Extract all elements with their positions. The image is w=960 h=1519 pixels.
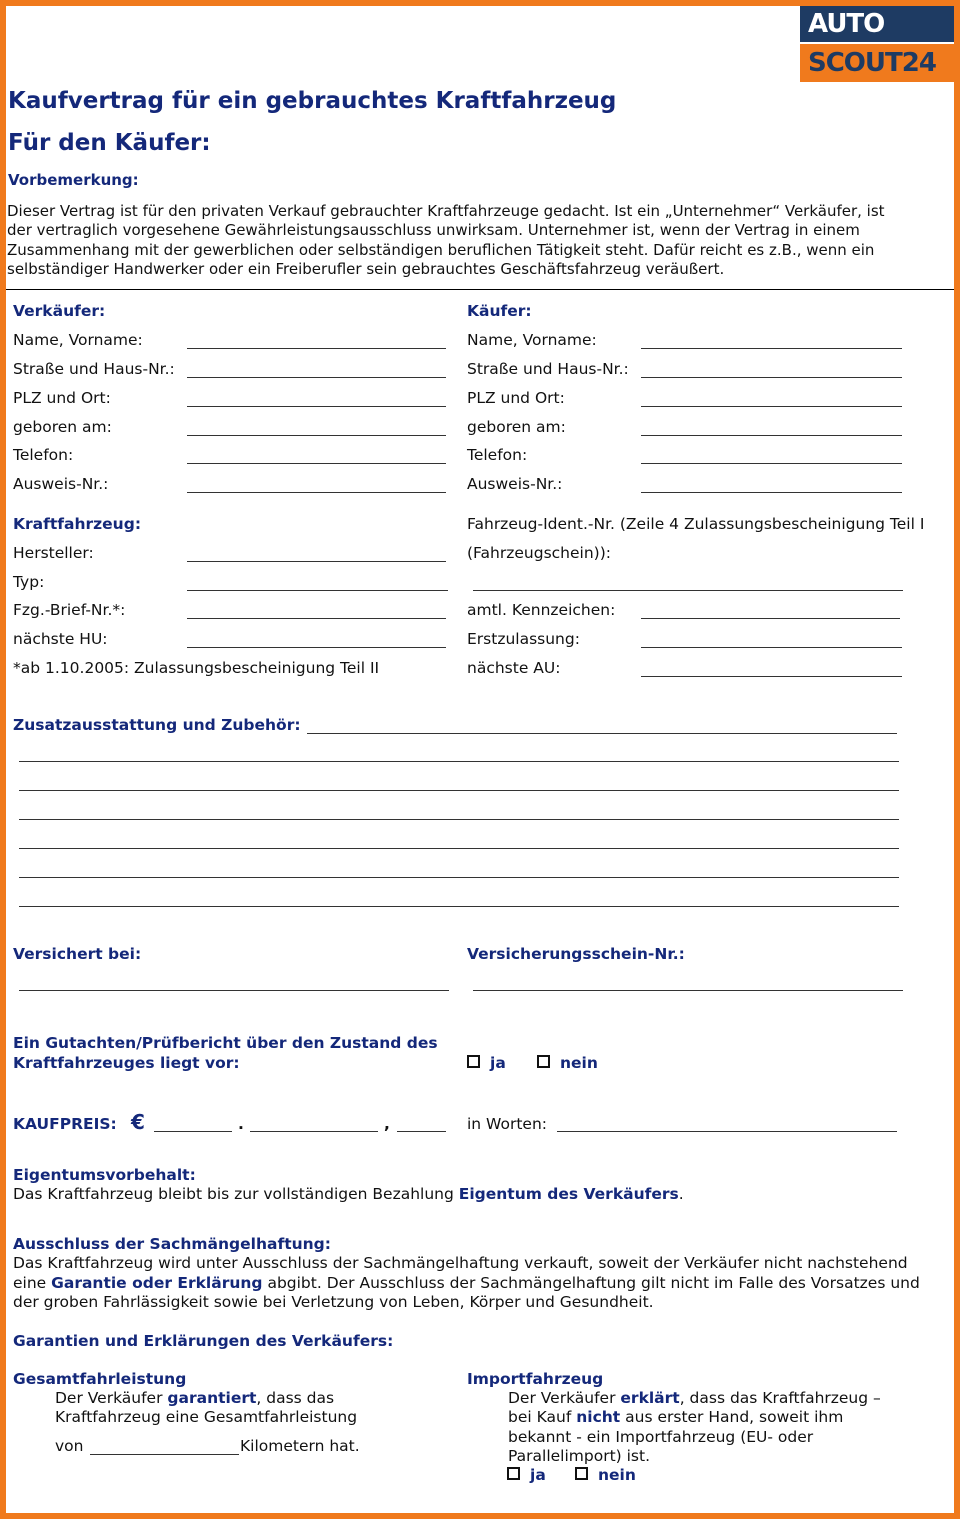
vin-input[interactable] — [473, 590, 903, 591]
divider — [6, 289, 954, 290]
first-registration-input[interactable] — [641, 647, 902, 648]
price-in-words-input[interactable] — [557, 1131, 897, 1132]
import-text-part: Der Verkäufer — [508, 1389, 621, 1407]
vehicle-field-label: Fzg.-Brief-Nr.*: — [13, 601, 126, 619]
import-line — [508, 1408, 843, 1426]
buyer-city-input[interactable] — [641, 406, 902, 407]
import-text-bold: erklärt — [620, 1389, 680, 1407]
exclusion-text-part: abgibt. Der Ausschluss der Sachmängelhaftung gilt nicht im Falle des Vorsatzes und — [262, 1273, 920, 1292]
accessories-input[interactable] — [19, 877, 899, 878]
retention-text-bold: Eigentum des Verkäufers — [458, 1185, 679, 1204]
seller-street-input[interactable] — [187, 377, 446, 378]
buyer-field-label: Straße und Haus-Nr.: — [467, 360, 629, 378]
retention-text-part: Das Kraftfahrzeug bleibt bis zur vollständigen Bezahlung — [13, 1185, 459, 1204]
intro-line: der vertraglich vorgesehene Gewährleistungsausschluss unwirksam. Unternehmer ist, wenn der Vertrag in einem — [7, 221, 860, 240]
logo-top-text: AUTO — [800, 6, 954, 42]
buyer-heading: Käufer: — [467, 302, 532, 320]
exclusion-line: Das Kraftfahrzeug wird unter Ausschluss der Sachmängelhaftung verkauft, soweit der Verkäufer nicht nachstehend — [13, 1254, 908, 1273]
report-yes-label: ja — [490, 1054, 506, 1072]
accessories-input[interactable] — [19, 906, 899, 907]
buyer-phone-input[interactable] — [641, 463, 902, 464]
accessories-input[interactable] — [19, 761, 899, 762]
retention-text — [13, 1185, 943, 1204]
page-subtitle: Für den Käufer: — [8, 130, 211, 156]
price-in-words-label: in Worten: — [467, 1115, 547, 1133]
mileage-text-part: Der Verkäufer — [55, 1389, 168, 1407]
buyer-field-label: Ausweis-Nr.: — [467, 475, 563, 493]
logo-bottom-text: SCOUT24 — [800, 44, 954, 82]
seller-field-label: geboren am: — [13, 418, 112, 436]
seller-phone-input[interactable] — [187, 463, 446, 464]
import-text-part: , dass das Kraftfahrzeug – — [679, 1389, 881, 1407]
buyer-field-label: Telefon: — [467, 446, 528, 464]
import-no-option[interactable] — [575, 1466, 636, 1484]
buyer-street-input[interactable] — [641, 377, 902, 378]
mileage-text-bold: garantiert — [167, 1389, 257, 1407]
policy-number-input[interactable] — [473, 990, 903, 991]
next-hu-input[interactable] — [187, 647, 446, 648]
seller-field-label: Name, Vorname: — [13, 331, 143, 349]
insurer-input[interactable] — [19, 990, 449, 991]
seller-field-label: Ausweis-Nr.: — [13, 475, 109, 493]
accessories-input[interactable] — [19, 848, 899, 849]
mileage-line — [55, 1389, 334, 1407]
policy-number-label: Versicherungsschein-Nr.: — [467, 945, 685, 963]
vehicle-field-label: amtl. Kennzeichen: — [467, 601, 616, 619]
next-au-input[interactable] — [641, 676, 902, 677]
autoscout24-logo — [800, 6, 954, 82]
insured-with-label: Versichert bei: — [13, 945, 142, 963]
report-label-line2: Kraftfahrzeuges liegt vor: — [13, 1054, 240, 1072]
registration-doc-input[interactable] — [187, 618, 446, 619]
seller-field-label: PLZ und Ort: — [13, 389, 111, 407]
import-text-part: aus erster Hand, soweit ihm — [620, 1408, 844, 1426]
price-cents-input[interactable] — [397, 1131, 446, 1132]
exclusion-text-part: eine — [13, 1273, 52, 1292]
vehicle-heading: Kraftfahrzeug: — [13, 515, 142, 533]
import-text-bold: nicht — [576, 1408, 621, 1426]
euro-sign: € — [131, 1110, 145, 1134]
buyer-field-label: Name, Vorname: — [467, 331, 597, 349]
import-line: bekannt - ein Importfahrzeug (EU- oder — [508, 1428, 814, 1446]
vorbemerkung-heading: Vorbemerkung: — [8, 171, 139, 189]
guarantees-heading: Garantien und Erklärungen des Verkäufers: — [13, 1332, 394, 1350]
import-line — [508, 1389, 881, 1407]
price-label: KAUFPREIS: — [13, 1115, 117, 1133]
page-title: Kaufvertrag für ein gebrauchtes Kraftfahrzeug — [8, 88, 617, 114]
intro-line: Zusammenhang mit der gewerblichen oder selbständigen beruflichen Tätigkeit steht. Dafür reicht es z.B., wenn ein — [7, 240, 875, 259]
retention-heading: Eigentumsvorbehalt: — [13, 1166, 196, 1184]
retention-text-end: . — [678, 1185, 684, 1204]
checkbox-icon[interactable] — [467, 1055, 480, 1068]
mileage-input[interactable] — [90, 1454, 239, 1455]
exclusion-line — [13, 1274, 943, 1293]
import-yes-option[interactable] — [507, 1466, 546, 1484]
seller-field-label: Straße und Haus-Nr.: — [13, 360, 175, 378]
mileage-text-part: , dass das — [256, 1389, 335, 1407]
vehicle-field-label: Typ: — [13, 573, 45, 591]
mileage-heading: Gesamtfahrleistung — [13, 1370, 187, 1388]
buyer-field-label: geboren am: — [467, 418, 566, 436]
vehicle-field-label: nächste HU: — [13, 630, 108, 648]
vehicle-field-label: Erstzulassung: — [467, 630, 580, 648]
exclusion-heading: Ausschluss der Sachmängelhaftung: — [13, 1235, 331, 1253]
accessories-input[interactable] — [307, 733, 897, 734]
import-no-label: nein — [598, 1466, 636, 1484]
vin-label-line1: Fahrzeug-Ident.-Nr. (Zeile 4 Zulassungsbescheinigung Teil I — [467, 515, 925, 533]
seller-id-input[interactable] — [187, 492, 446, 493]
manufacturer-input[interactable] — [187, 561, 446, 562]
mileage-from-label: von — [55, 1437, 84, 1455]
vehicle-field-label: Hersteller: — [13, 544, 94, 562]
seller-city-input[interactable] — [187, 406, 446, 407]
report-no-option[interactable] — [537, 1054, 598, 1072]
import-text-part: bei Kauf — [508, 1408, 577, 1426]
intro-line: Dieser Vertrag ist für den privaten Verkauf gebrauchter Kraftfahrzeuge gedacht. Ist ein „Unternehmer“ Verkäufer, ist — [7, 202, 885, 220]
seller-field-label: Telefon: — [13, 446, 74, 464]
vehicle-footnote: *ab 1.10.2005: Zulassungsbescheinigung Teil II — [13, 659, 380, 677]
buyer-field-label: PLZ und Ort: — [467, 389, 565, 407]
price-comma: , — [384, 1115, 390, 1133]
seller-birthdate-input[interactable] — [187, 435, 446, 436]
seller-heading: Verkäufer: — [13, 302, 106, 320]
import-yes-label: ja — [530, 1466, 546, 1484]
intro-line: selbständiger Handwerker oder ein Freiberufler sein gebrauchtes Geschäftsfahrzeug veräußert. — [7, 259, 725, 278]
checkbox-icon[interactable] — [507, 1467, 520, 1480]
retention-of-title-section — [13, 1166, 943, 1205]
mileage-line: Kraftfahrzeug eine Gesamtfahrleistung — [55, 1408, 358, 1426]
price-thousands-input[interactable] — [154, 1131, 232, 1132]
report-label-line1: Ein Gutachten/Prüfbericht über den Zustand des — [13, 1034, 438, 1052]
vorbemerkung-text — [7, 202, 947, 279]
license-plate-input[interactable] — [641, 618, 900, 619]
accessories-input[interactable] — [19, 819, 899, 820]
exclusion-line: der groben Fahrlässigkeit sowie bei Verletzung von Leben, Körper und Gesundheit. — [13, 1293, 654, 1312]
price-dot: . — [238, 1115, 244, 1133]
accessories-label: Zusatzausstattung und Zubehör: — [13, 716, 301, 734]
mileage-unit-label: Kilometern hat. — [240, 1437, 360, 1455]
warranty-exclusion-section — [13, 1235, 943, 1313]
buyer-birthdate-input[interactable] — [641, 435, 902, 436]
buyer-id-input[interactable] — [641, 492, 902, 493]
vin-label-line2: (Fahrzeugschein)): — [467, 544, 611, 562]
report-no-label: nein — [560, 1054, 598, 1072]
type-input[interactable] — [187, 590, 448, 591]
buyer-name-input[interactable] — [641, 348, 902, 349]
checkbox-icon[interactable] — [537, 1055, 550, 1068]
accessories-input[interactable] — [19, 790, 899, 791]
import-heading: Importfahrzeug — [467, 1370, 604, 1388]
report-yes-option[interactable] — [467, 1054, 506, 1072]
exclusion-text-bold: Garantie oder Erklärung — [51, 1273, 263, 1292]
vehicle-field-label: nächste AU: — [467, 659, 561, 677]
checkbox-icon[interactable] — [575, 1467, 588, 1480]
price-units-input[interactable] — [250, 1131, 378, 1132]
import-line: Parallelimport) ist. — [508, 1447, 651, 1465]
seller-name-input[interactable] — [187, 348, 446, 349]
